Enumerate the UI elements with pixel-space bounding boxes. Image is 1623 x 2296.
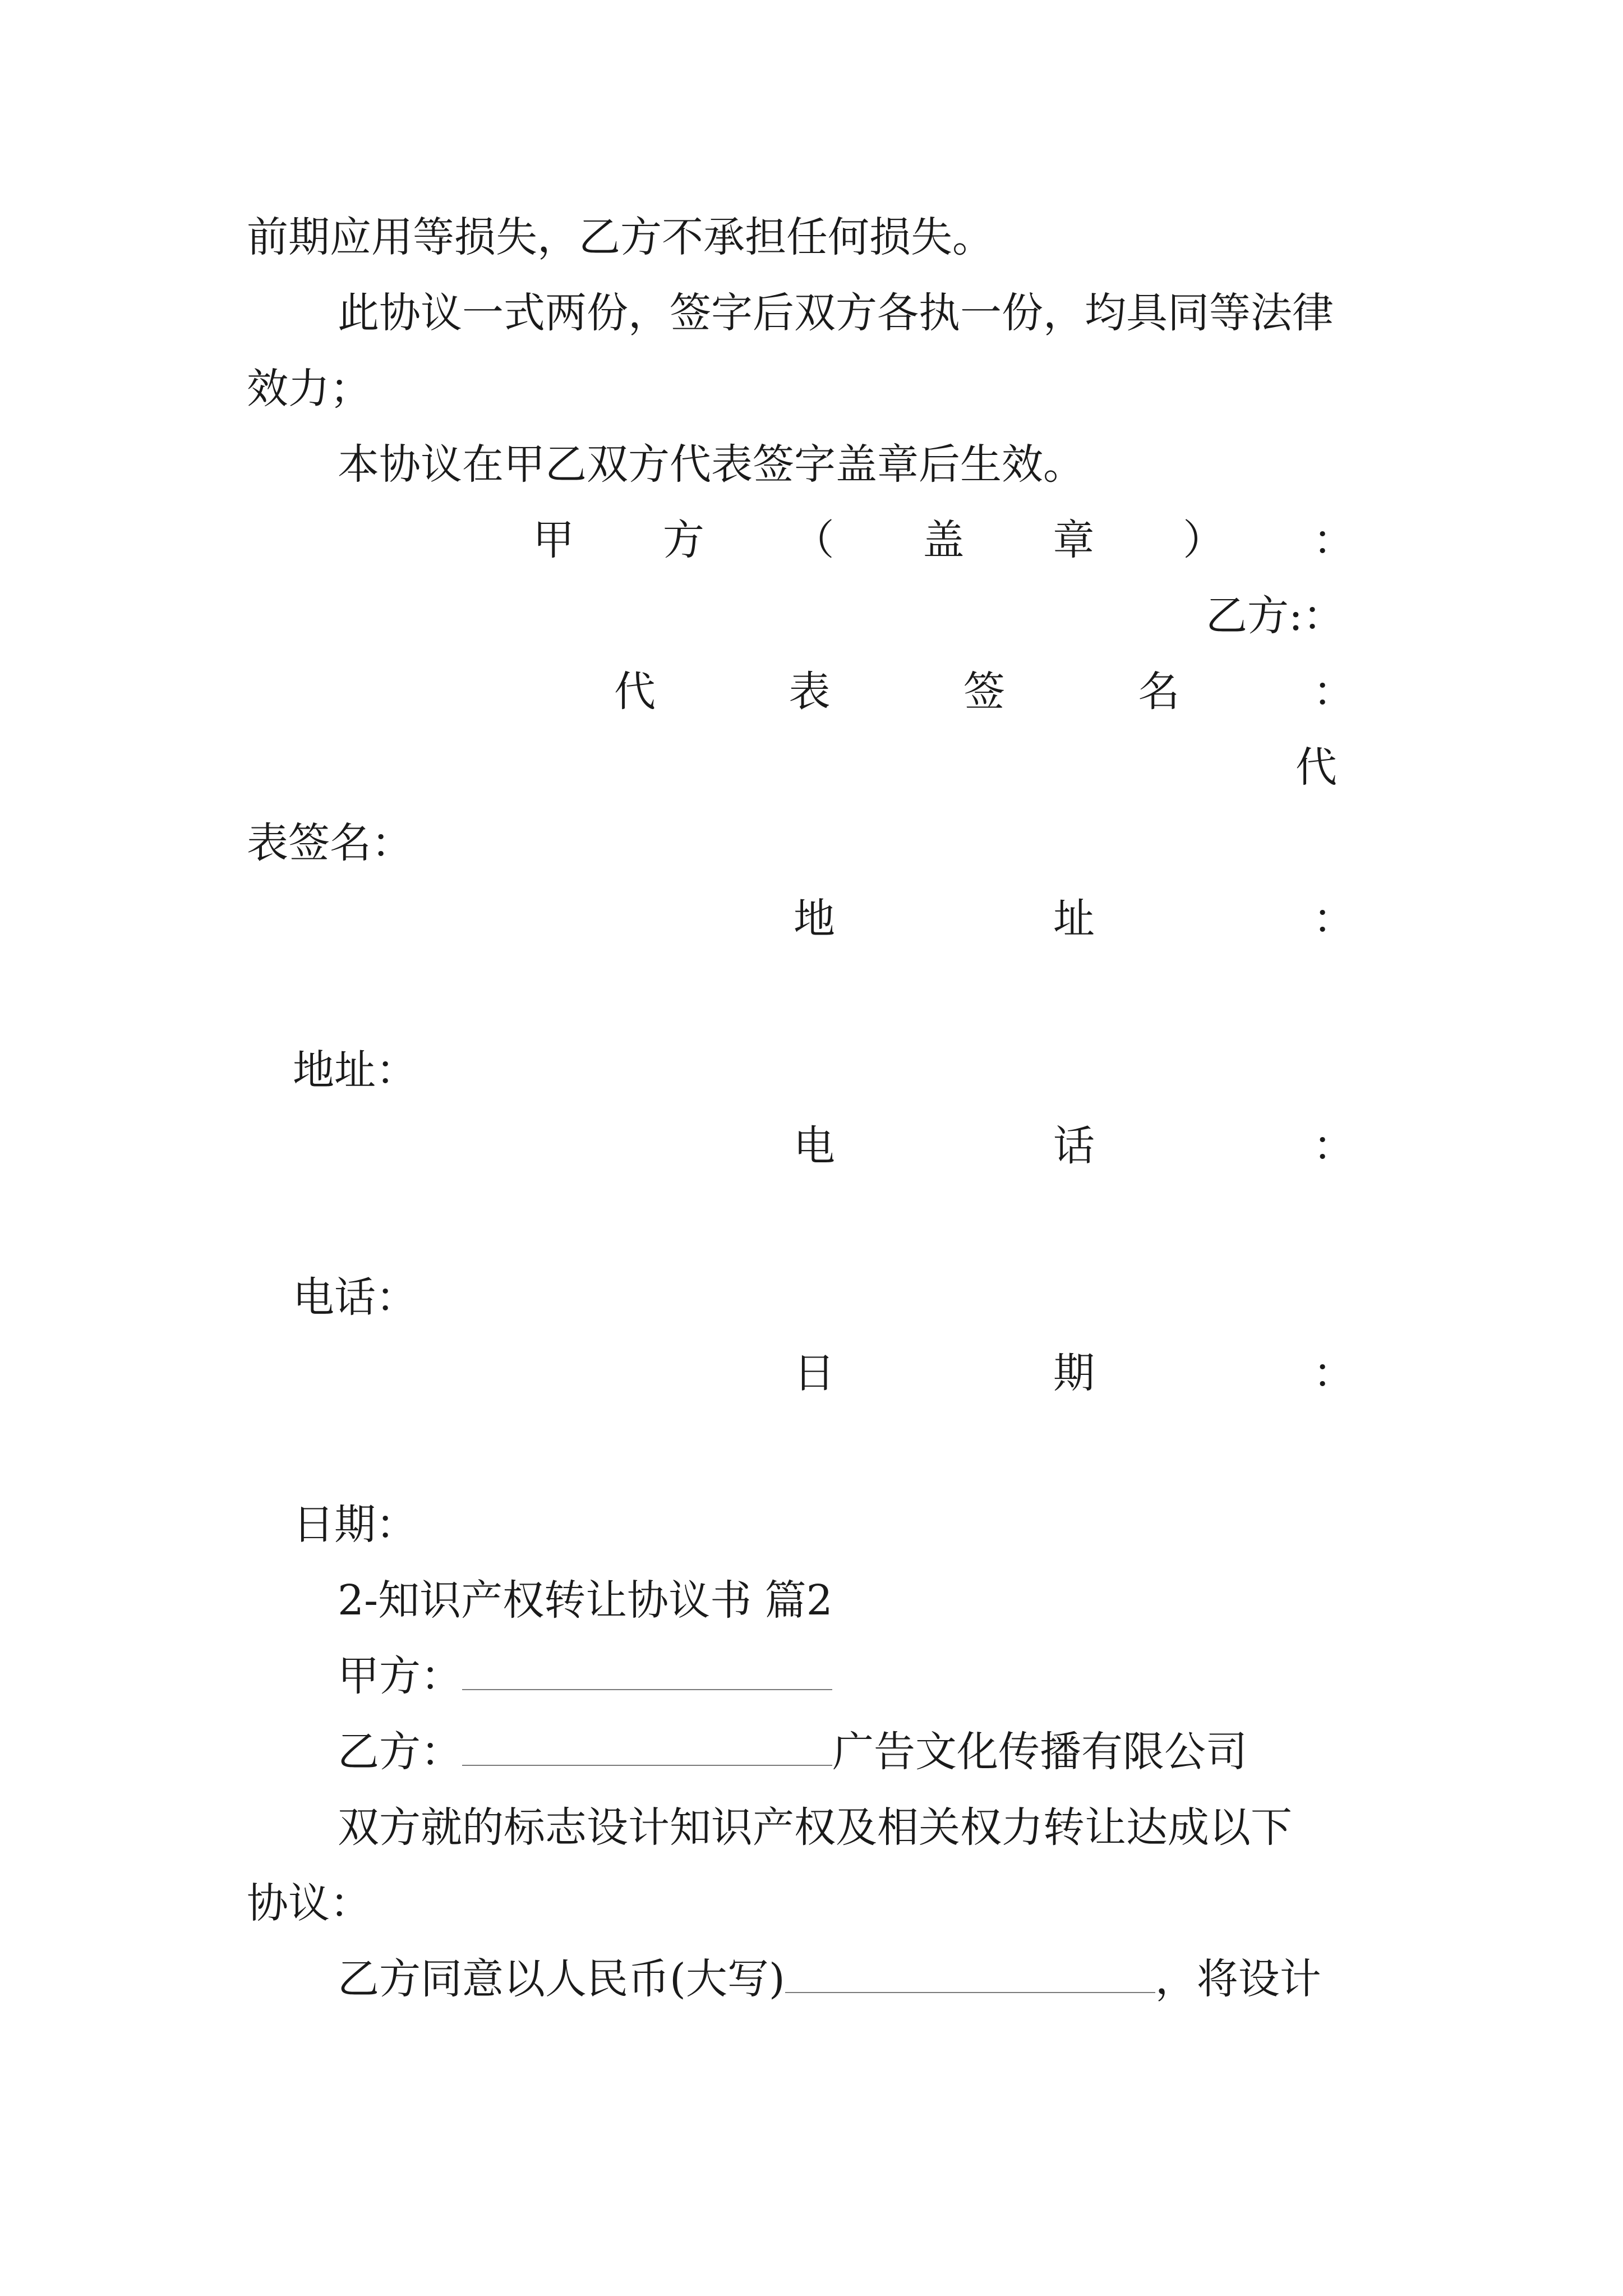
payment-line: 乙方同意以人民币(大写) ，将设计 bbox=[338, 1955, 1321, 2003]
date-label: 日期： bbox=[293, 1501, 417, 1549]
rep-sign-label: 表签名： bbox=[247, 819, 413, 867]
rep-sign-char: 代 bbox=[1295, 743, 1337, 792]
amount-blank bbox=[785, 1956, 1155, 1993]
paragraph-line: 双方就的标志设计知识产权及相关权力转让达成以下 bbox=[338, 1803, 1292, 1852]
paragraph-line: 效力； bbox=[247, 365, 371, 413]
party-a-line: 甲方： bbox=[338, 1648, 832, 1704]
phone-line: 电 话 ： bbox=[794, 1122, 1354, 1170]
paragraph-line: 协议： bbox=[247, 1879, 371, 1927]
party-a-seal-line: 甲 方 （ 盖 章 ） ： bbox=[533, 516, 1354, 564]
address-line: 地 址 ： bbox=[794, 895, 1354, 943]
address-label: 地址： bbox=[293, 1046, 417, 1094]
paragraph-line: 此协议一式两份，签字后双方各执一份，均具同等法律 bbox=[338, 289, 1334, 337]
party-b-blank bbox=[462, 1729, 832, 1766]
rep-sign-line: 代 表 签 名 ： bbox=[614, 668, 1354, 716]
date-line: 日 期 ： bbox=[794, 1349, 1354, 1397]
paragraph-line: 本协议在甲乙双方代表签字盖章后生效。 bbox=[338, 440, 1085, 489]
party-b-label: 乙方:： bbox=[1206, 592, 1344, 640]
party-a-blank bbox=[462, 1653, 832, 1690]
paragraph-line: 前期应用等损失，乙方不承担任何损失。 bbox=[247, 213, 994, 261]
party-b-line: 乙方： 广告文化传播有限公司 bbox=[338, 1728, 1247, 1776]
section-title: 2-知识产权转让协议书 篇2 bbox=[338, 1576, 833, 1625]
phone-label: 电话： bbox=[293, 1273, 417, 1322]
